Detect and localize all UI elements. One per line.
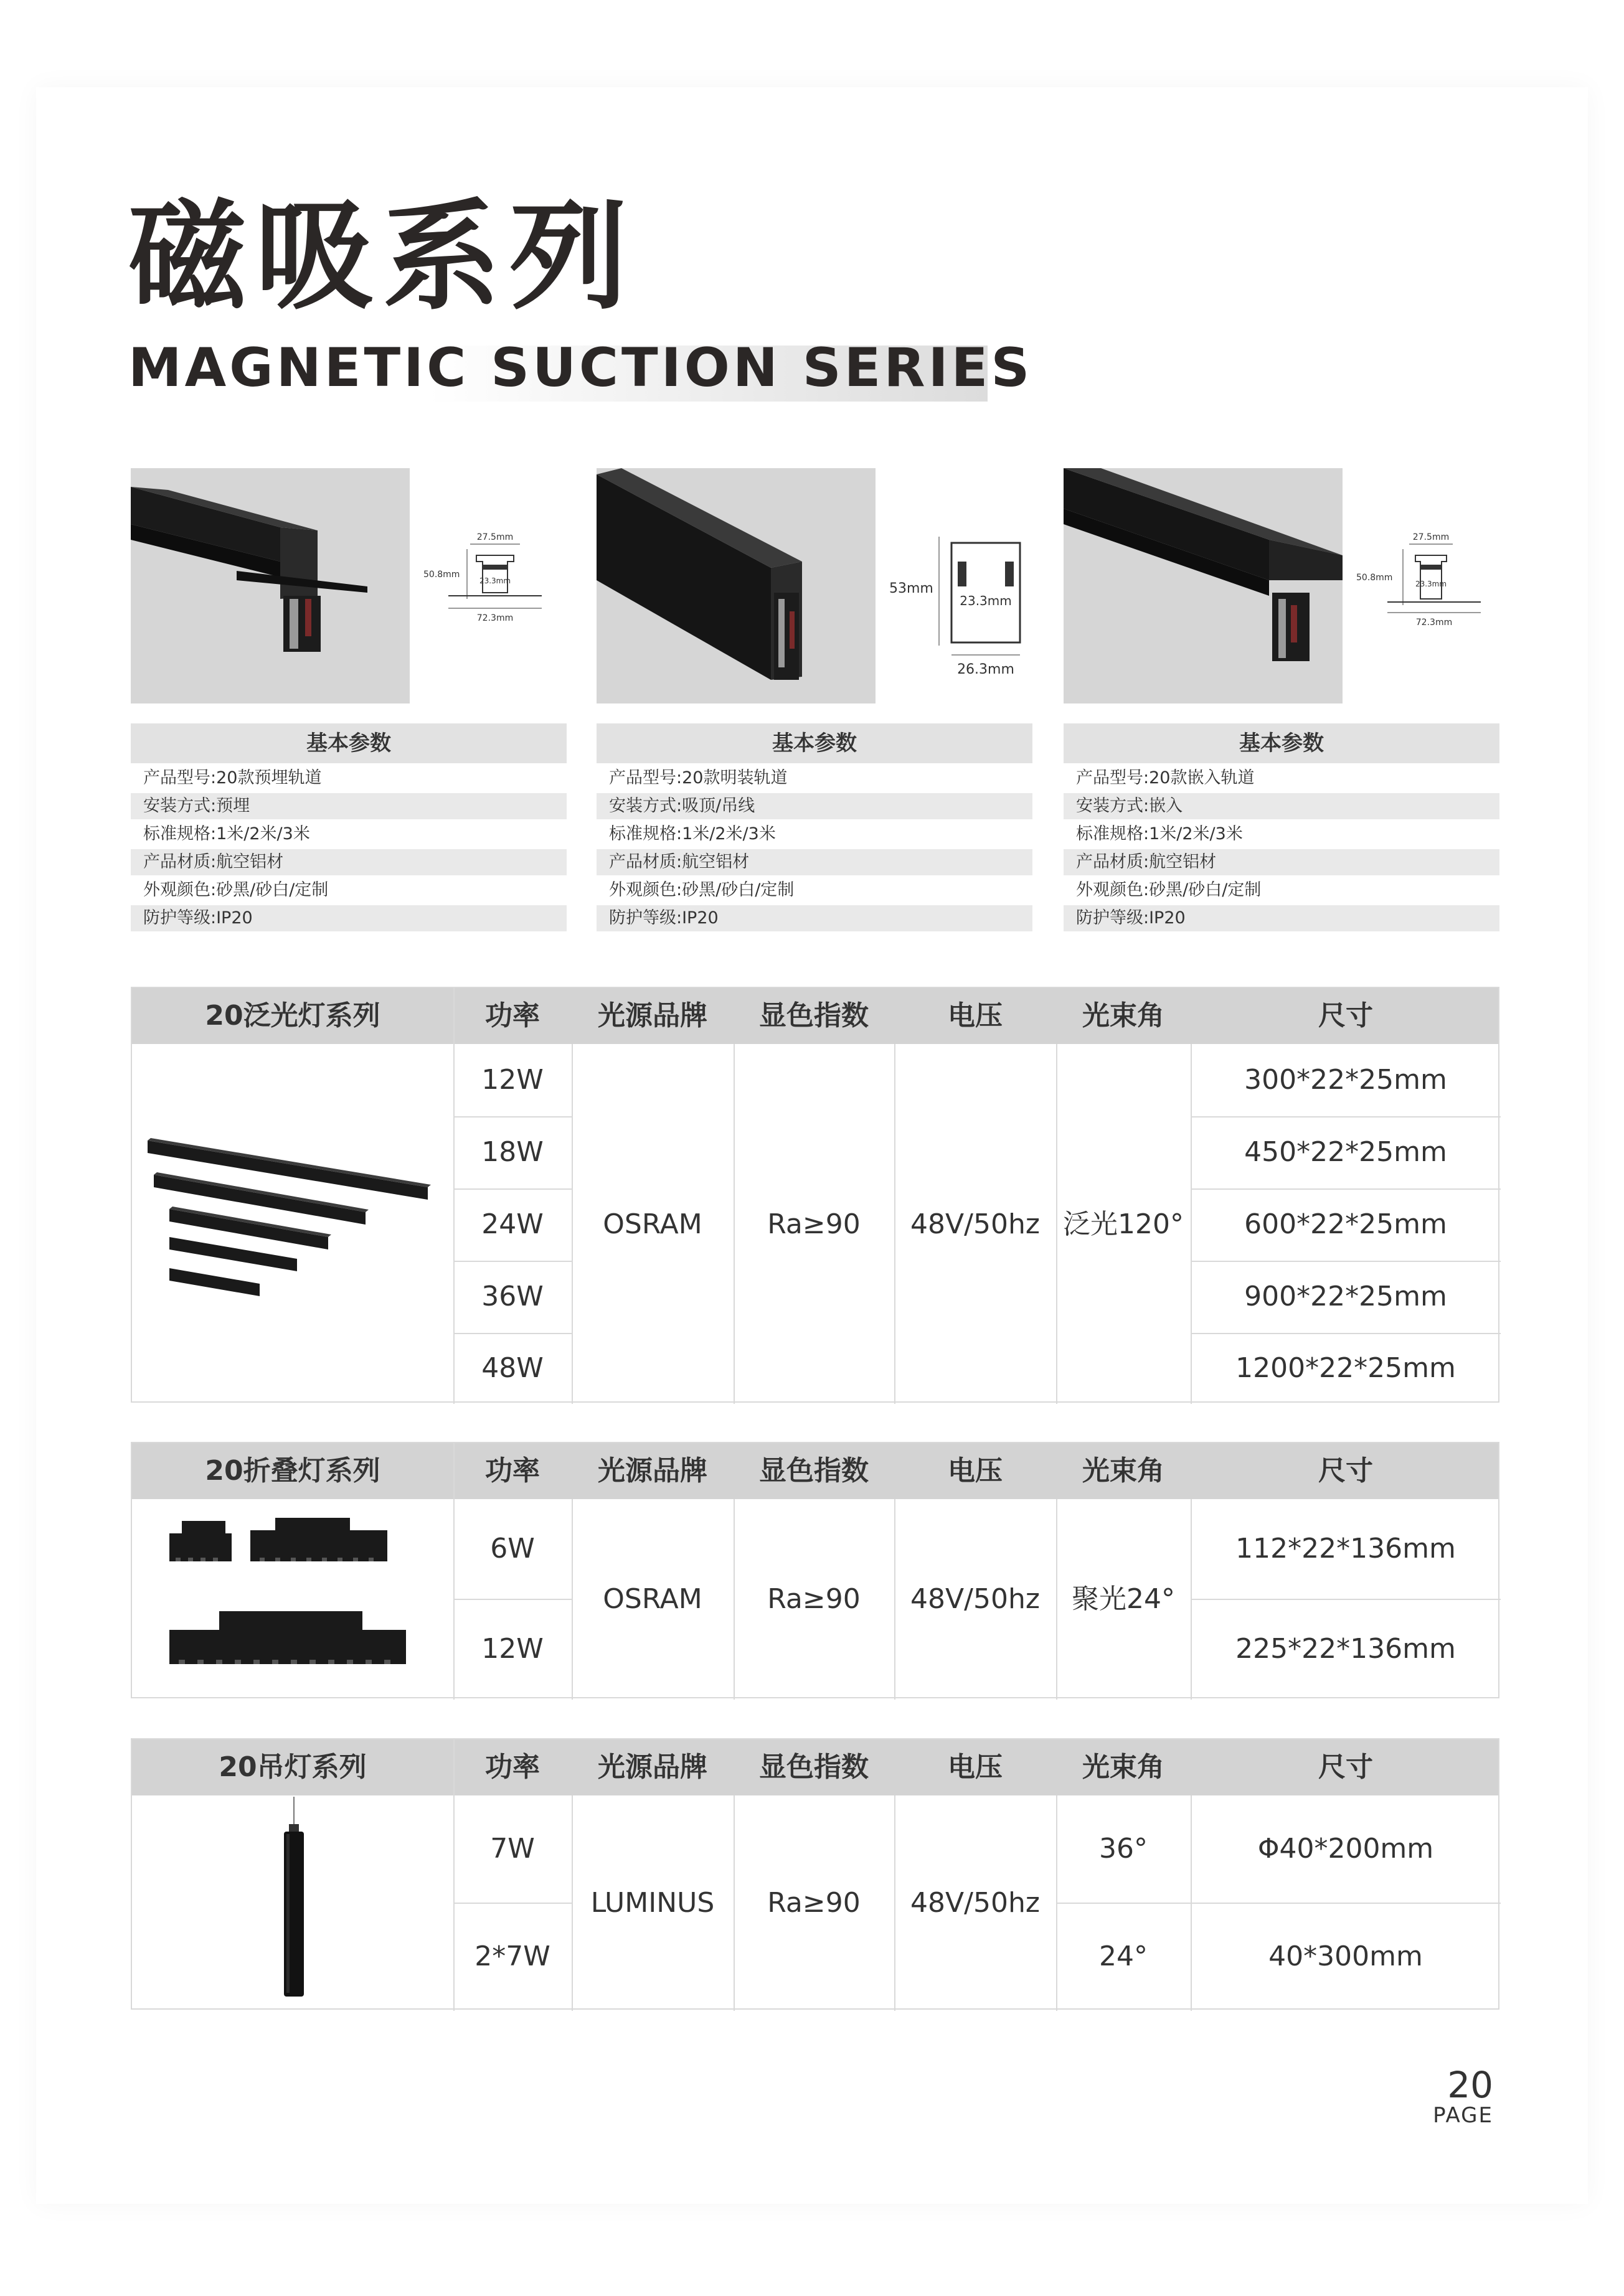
track-photo-embedded	[1064, 468, 1343, 703]
params-title: 基本参数	[131, 723, 567, 763]
beam-cell: 24°	[1099, 1941, 1148, 1972]
track-drawing-3	[1356, 481, 1499, 692]
brand-cell: OSRAM	[603, 1583, 702, 1615]
header-voltage: 电压	[948, 1455, 1003, 1487]
param-row: 产品型号:20款嵌入轨道	[1076, 768, 1255, 788]
header-beam: 光束角	[1082, 1455, 1164, 1487]
power-cell: 18W	[481, 1136, 544, 1168]
voltage-cell: 48V/50hz	[910, 1583, 1040, 1615]
track-drawing-1	[423, 481, 567, 692]
page-number: 20	[1447, 2064, 1493, 2106]
param-row: 防护等级:IP20	[597, 905, 1032, 931]
power-cell: 6W	[490, 1533, 535, 1564]
beam-cell: 36°	[1099, 1833, 1148, 1865]
dim-height: 50.8mm	[423, 570, 460, 580]
dim-top: 27.5mm	[476, 532, 514, 542]
params-title: 基本参数	[1064, 723, 1499, 763]
brand-cell: LUMINUS	[590, 1887, 715, 1919]
track-photo-surface	[597, 468, 876, 703]
dim-top: 27.5mm	[1412, 532, 1450, 542]
page-title-cn: 磁吸系列	[128, 188, 637, 326]
dim-height: 53mm	[889, 581, 933, 596]
size-cell: Φ40*200mm	[1257, 1833, 1434, 1865]
dim-inner: 23.3mm	[1415, 580, 1447, 588]
voltage-cell: 48V/50hz	[910, 1208, 1040, 1240]
spec-table-folding	[131, 1442, 1499, 1698]
spec-table-flood	[131, 987, 1499, 1403]
pendant-light-image	[269, 1797, 319, 2008]
header-power: 功率	[485, 1751, 540, 1783]
param-row: 标准规格:1米/2米/3米	[143, 824, 310, 844]
param-row: 安装方式:吸顶/吊线	[597, 793, 1032, 819]
param-row: 产品型号:20款预埋轨道	[143, 768, 322, 788]
size-cell: 900*22*25mm	[1244, 1281, 1447, 1312]
power-cell: 12W	[481, 1064, 544, 1096]
header-cri: 显色指数	[759, 1455, 869, 1487]
param-row: 安装方式:预埋	[131, 793, 567, 819]
size-cell: 450*22*25mm	[1244, 1136, 1447, 1168]
power-cell: 7W	[490, 1833, 535, 1865]
header-beam: 光束角	[1082, 1000, 1164, 1032]
size-cell: 225*22*136mm	[1235, 1633, 1456, 1665]
dim-bottom: 26.3mm	[957, 662, 1014, 677]
params-table-1	[131, 723, 567, 931]
param-row: 防护等级:IP20	[1064, 905, 1499, 931]
brand-cell: OSRAM	[603, 1208, 702, 1240]
param-row: 外观颜色:砂黑/砂白/定制	[1076, 880, 1262, 900]
header-brand: 光源品牌	[598, 1000, 707, 1032]
flood-light-image	[141, 1131, 434, 1318]
series-name: 20折叠灯系列	[205, 1455, 380, 1487]
param-row: 标准规格:1米/2米/3米	[609, 824, 776, 844]
param-row: 产品材质:航空铝材	[131, 849, 567, 875]
dim-bottom: 72.3mm	[476, 613, 514, 623]
cri-cell: Ra≥90	[767, 1583, 861, 1615]
beam-cell: 聚光24°	[1072, 1583, 1175, 1615]
param-row: 外观颜色:砂黑/砂白/定制	[143, 880, 329, 900]
series-name: 20泛光灯系列	[205, 1000, 380, 1032]
power-cell: 24W	[481, 1208, 544, 1240]
spec-table-pendant	[131, 1738, 1499, 2010]
power-cell: 2*7W	[474, 1941, 550, 1972]
param-row: 安装方式:嵌入	[1064, 793, 1499, 819]
header-beam: 光束角	[1082, 1751, 1164, 1783]
voltage-cell: 48V/50hz	[910, 1887, 1040, 1919]
folding-light-image	[157, 1512, 425, 1686]
param-row: 产品材质:航空铝材	[597, 849, 1032, 875]
track-drawing-2	[889, 481, 1032, 692]
param-row: 防护等级:IP20	[131, 905, 567, 931]
size-cell: 300*22*25mm	[1244, 1064, 1447, 1096]
param-row: 外观颜色:砂黑/砂白/定制	[609, 880, 795, 900]
header-power: 功率	[485, 1455, 540, 1487]
page-title-en: MAGNETIC SUCTION SERIES	[128, 337, 1033, 399]
power-cell: 36W	[481, 1281, 544, 1312]
beam-cell: 泛光120°	[1063, 1208, 1184, 1240]
params-table-3	[1064, 723, 1499, 931]
cri-cell: Ra≥90	[767, 1887, 861, 1919]
size-cell: 600*22*25mm	[1244, 1208, 1447, 1240]
size-cell: 1200*22*25mm	[1235, 1352, 1456, 1384]
header-voltage: 电压	[948, 1751, 1003, 1783]
param-row: 标准规格:1米/2米/3米	[1076, 824, 1243, 844]
param-row: 产品型号:20款明装轨道	[609, 768, 788, 788]
power-cell: 12W	[481, 1633, 544, 1665]
cri-cell: Ra≥90	[767, 1208, 861, 1240]
header-cri: 显色指数	[759, 1751, 869, 1783]
dim-inner: 23.3mm	[479, 576, 511, 585]
header-brand: 光源品牌	[598, 1455, 707, 1487]
param-row: 产品材质:航空铝材	[1064, 849, 1499, 875]
header-size: 尺寸	[1318, 1455, 1373, 1487]
header-power: 功率	[485, 1000, 540, 1032]
header-brand: 光源品牌	[598, 1751, 707, 1783]
power-cell: 48W	[481, 1352, 544, 1384]
size-cell: 40*300mm	[1268, 1941, 1423, 1972]
page-label: PAGE	[1433, 2103, 1493, 2128]
header-size: 尺寸	[1318, 1751, 1373, 1783]
params-title: 基本参数	[597, 723, 1032, 763]
dim-bottom: 72.3mm	[1415, 618, 1453, 628]
dim-inner: 23.3mm	[960, 593, 1012, 608]
params-table-2	[597, 723, 1032, 931]
page-number-block	[1433, 2064, 1493, 2128]
header-size: 尺寸	[1318, 1000, 1373, 1032]
header-voltage: 电压	[948, 1000, 1003, 1032]
dim-height: 50.8mm	[1356, 573, 1393, 583]
size-cell: 112*22*136mm	[1235, 1533, 1456, 1564]
header-cri: 显色指数	[759, 1000, 869, 1032]
series-name: 20吊灯系列	[219, 1751, 367, 1783]
track-photo-recessed	[131, 468, 410, 703]
